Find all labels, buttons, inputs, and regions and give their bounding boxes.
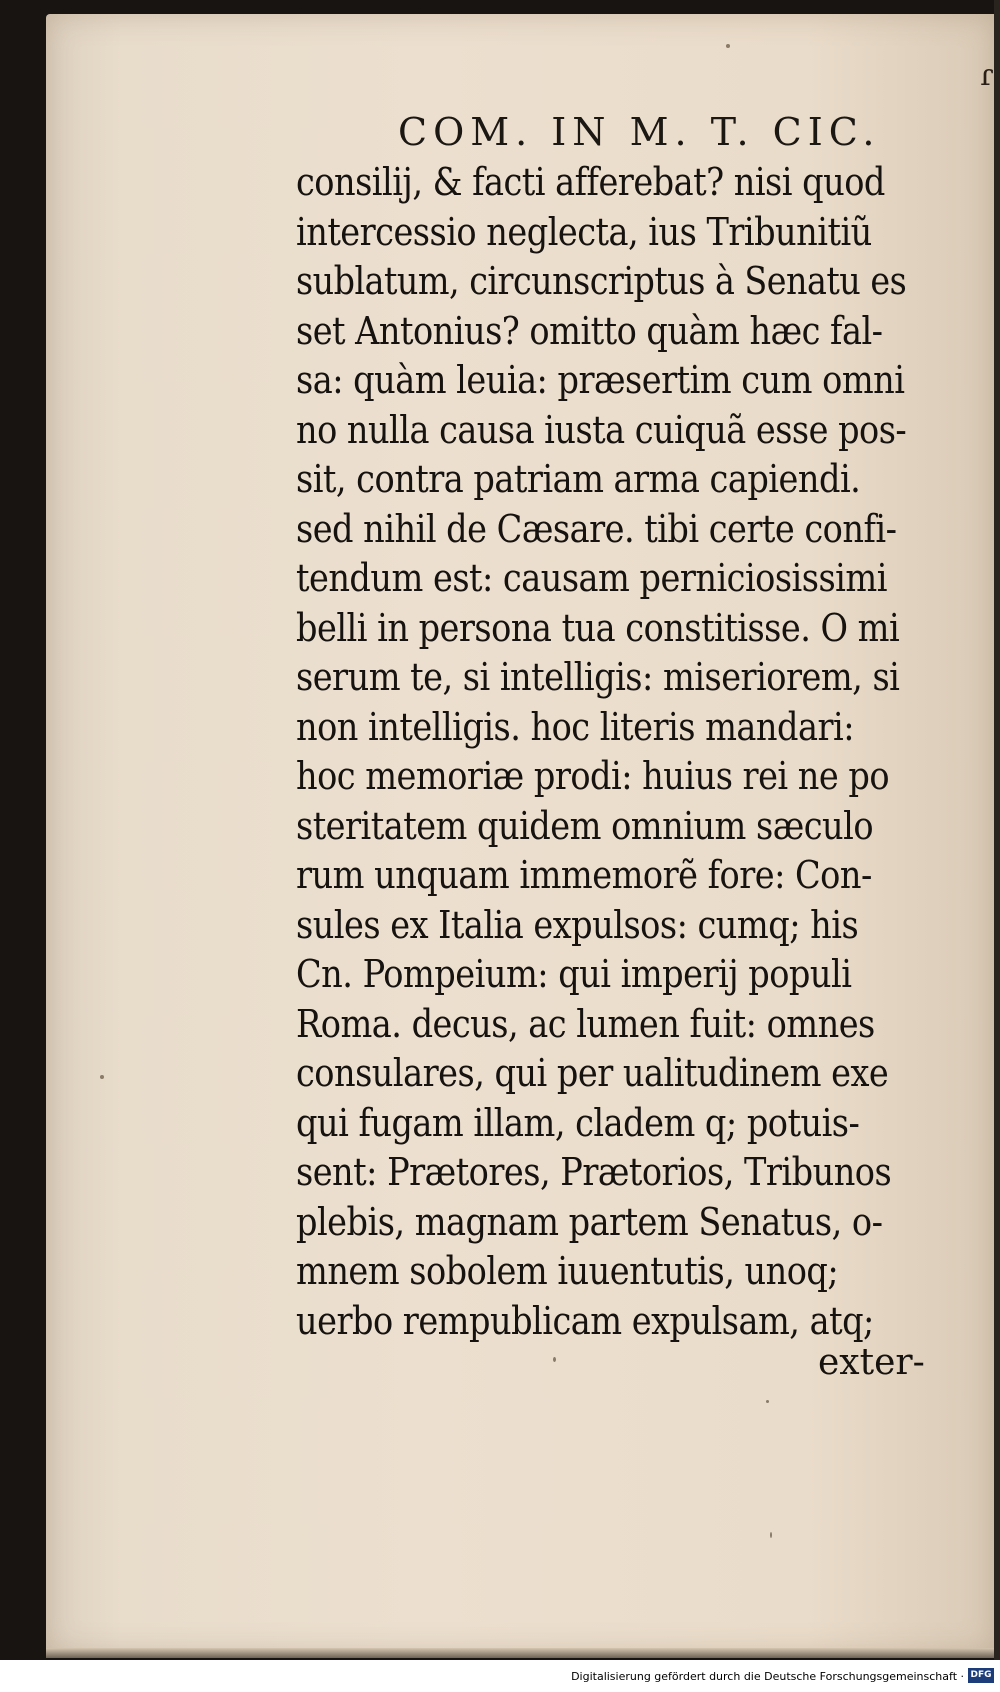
- text-line: sed nihil de Cæsare. tibi certe confi-: [296, 506, 897, 551]
- text-line: sublatum, circunscriptus à Senatu es: [296, 259, 907, 303]
- running-title: COM. IN M. T. CIC.: [398, 110, 881, 154]
- text-line: steritatem quidem omnium sæculo: [296, 803, 874, 848]
- footer-credit: Digitalisierung gefördert durch die Deutsche Forschungsgemeinschaft ·: [571, 1670, 964, 1683]
- text-line: mnem sobolem iuuentutis, unoq;: [296, 1249, 839, 1293]
- text-line: sent: Prætores, Prætorios, Tribunos: [296, 1150, 892, 1194]
- corner-mark: ɾ: [980, 58, 994, 93]
- page-bottom-edge: [46, 1648, 996, 1658]
- text-line: non intelligis. hoc literis mandari:: [296, 704, 855, 749]
- text-line: sa: quàm leuia: præsertim cum omni: [296, 358, 905, 402]
- text-line: qui fugam illam, cladem q; potuis-: [296, 1100, 860, 1145]
- text-line: Cn. Pompeium: qui imperij populi: [296, 952, 852, 996]
- text-line: tendum est: causam perniciosissimi: [296, 556, 887, 600]
- paper-speck: [553, 1357, 556, 1362]
- text-line: sit, contra patriam arma capiendi.: [296, 457, 861, 501]
- text-line: consulares, qui per ualitudinem exe: [296, 1051, 889, 1095]
- paper-speck: [100, 1075, 104, 1079]
- dfg-logo: DFG: [968, 1668, 994, 1683]
- text-line: belli in persona tua constitisse. O mi: [296, 605, 900, 650]
- text-line: uerbo rempublicam expulsam, atq;: [296, 1298, 874, 1343]
- paper-speck: [770, 1532, 772, 1538]
- text-line: plebis, magnam partem Senatus, o-: [296, 1199, 883, 1244]
- text-line: consilij, & facti afferebat? nisi quod: [296, 160, 885, 204]
- text-line: sules ex Italia expulsos: cumq; his: [296, 902, 859, 947]
- text-line: hoc memoriæ prodi: huius rei ne po: [296, 754, 890, 798]
- text-line: serum te, si intelligis: miseriorem, si: [296, 655, 900, 699]
- text-line: intercessio neglecta, ius Tribunitiũ: [296, 209, 872, 254]
- paper-speck: [726, 44, 730, 48]
- text-line: no nulla causa iusta cuiquã esse pos-: [296, 407, 907, 452]
- page-right-edge: [994, 0, 1000, 1660]
- catchword: exter-: [818, 1342, 925, 1383]
- body-text: [296, 158, 986, 1346]
- text-line: rum unquam immemorẽ fore: Con-: [296, 853, 872, 897]
- text-line: Roma. decus, ac lumen fuit: omnes: [296, 1001, 875, 1046]
- text-line: set Antonius? omitto quàm hæc fal-: [296, 308, 883, 353]
- paper-speck: [766, 1400, 769, 1403]
